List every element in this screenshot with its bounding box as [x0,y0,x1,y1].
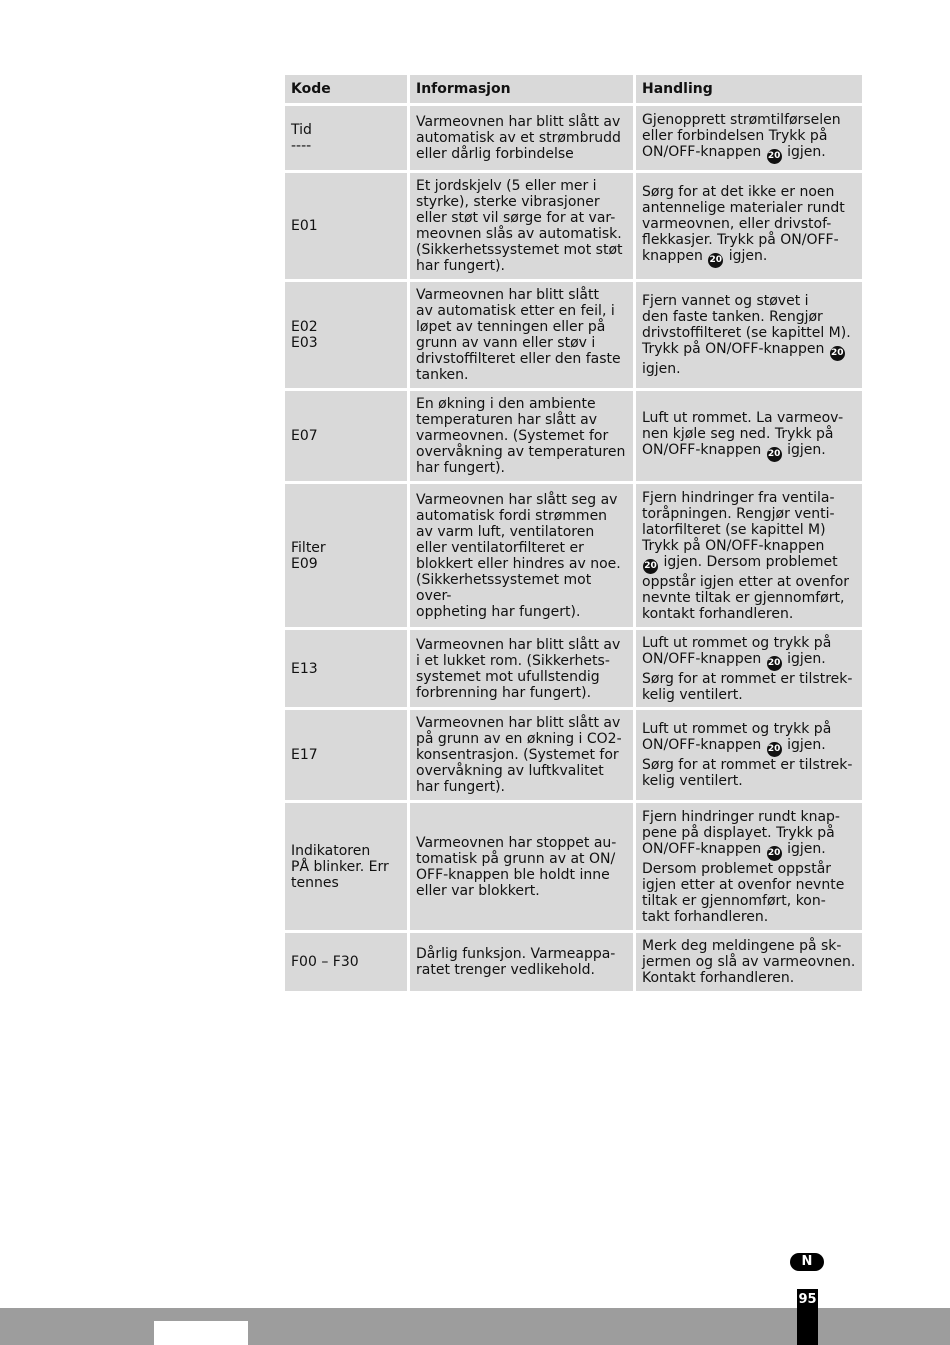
action-text [642,184,845,268]
action-text [642,721,852,789]
table-row [285,106,862,170]
table-header-row [285,75,862,103]
header-info: Informasjon [410,75,633,103]
button-20-icon: 20 [708,253,723,268]
info-text: Varmeovnen har blitt slått av i et lukket rom. (Sikkerhets- systemet mot ufullstendig forbrenning har fungert). [416,636,621,701]
code-text: Indikatoren PÅ blinker. Err tennes [291,842,389,891]
action-text-post: igjen. [724,248,768,264]
action-text-pre: Gjenopprett strømtilførselen eller forbindelsen Trykk på ON/OFF-knappen [642,112,841,160]
table-row [285,282,862,388]
code-text: Tid ---- [291,122,312,154]
language-badge: N [790,1253,824,1271]
footer-blank-box [154,1321,248,1345]
code-cell [285,173,407,279]
code-cell [285,282,407,388]
code-text: E01 [291,218,318,234]
button-20-icon: 20 [767,447,782,462]
code-text: F00 – F30 [291,954,359,970]
code-text: E07 [291,428,318,444]
info-cell [410,282,633,388]
code-cell [285,391,407,481]
info-cell [410,173,633,279]
info-text: Varmeovnen har slått seg av automatisk fordi strømmen av varm luft, ventilatoren eller ventilatorfilteret er blokkert eller hindres av noe. (Sikkerhetssystemet mot over- oppheting har fungert). [416,491,621,620]
button-20-icon: 20 [643,559,658,574]
action-cell [636,391,862,481]
action-text [642,938,855,986]
code-text: Filter E09 [291,539,326,572]
button-20-icon: 20 [767,846,782,861]
action-text-pre: Luft ut rommet og trykk på ON/OFF-knappen [642,721,832,753]
table-row [285,484,862,627]
action-text [642,293,851,377]
info-text: En økning i den ambiente temperaturen har slått av varmeovnen. (Systemet for overvåkning av temperaturen har fungert). [416,396,626,476]
code-cell [285,484,407,627]
info-cell [410,630,633,707]
action-cell [636,106,862,170]
page-number: 95 [798,1292,817,1307]
action-text-pre: Sørg for at det ikke er noen antennelige materialer rundt varmeovnen, eller drivstof- flekkasjer. Trykk på ON/OFF- knappen [642,184,845,264]
header-action: Handling [636,75,862,103]
action-text [642,490,849,622]
info-text: Varmeovnen har blitt slått av på grunn av en økning i CO2- konsentrasjon. (Systemet for overvåkning av luftkvalitet har fungert). [416,715,622,795]
table-row [285,933,862,991]
action-text-pre: Merk deg meldingene på sk- jermen og slå av varmeovnen. Kontakt forhandleren. [642,938,856,986]
action-cell [636,484,862,627]
action-text [642,809,844,925]
action-text-post: igjen. [782,144,826,160]
action-text-post: igjen. Dersom problemet oppstår igjen etter at ovenfor nevnte tiltak er gjennomført, kon- takt forhandleren. [642,840,845,925]
info-cell [410,710,633,800]
action-text-post: igjen. Dersom problemet oppstår igjen etter at ovenfor nevnte tiltak er gjennomført, kontakt forhandleren. [642,553,850,622]
info-text: Varmeovnen har blitt slått av automatisk av et strømbrudd eller dårlig forbindelse [416,114,621,162]
action-text-pre: Luft ut rommet og trykk på ON/OFF-knappen [642,634,832,667]
action-text [642,112,841,164]
code-cell [285,933,407,991]
code-text: E17 [291,747,318,763]
info-text: Dårlig funksjon. Varmeappa- ratet trenger vedlikehold. [416,946,616,978]
info-cell [410,803,633,930]
info-text: Varmeovnen har stoppet au- tomatisk på grunn av at ON/ OFF-knappen ble holdt inne eller var blokkert. [416,834,617,899]
info-cell [410,391,633,481]
code-cell [285,803,407,930]
code-cell [285,106,407,170]
action-cell [636,282,862,388]
action-text-pre: Luft ut rommet. La varmeov- nen kjøle seg ned. Trykk på ON/OFF-knappen [642,410,844,458]
action-cell [636,710,862,800]
action-text-pre: Fjern vannet og støvet i den faste tanken. Rengjør drivstoffilteret (se kapittel M). Trykk på ON/OFF-knappen [642,293,851,357]
action-text [642,635,852,703]
action-text-post: igjen. [782,442,826,458]
action-text-post: igjen. [642,361,681,377]
info-cell [410,484,633,627]
table-row [285,173,862,279]
code-text: E02 E03 [291,319,318,351]
code-cell [285,630,407,707]
table-row [285,630,862,707]
info-cell [410,106,633,170]
action-cell [636,803,862,930]
action-text-pre: Fjern hindringer rundt knap- pene på displayet. Trykk på ON/OFF-knappen [642,808,840,857]
info-text: Et jordskjelv (5 eller mer i styrke), sterke vibrasjoner eller støt vil sørge for at var- meovnen slås av automatisk. (Sikkerhetssystemet mot støt har fungert). [416,178,623,274]
info-cell [410,933,633,991]
button-20-icon: 20 [767,742,782,757]
button-20-icon: 20 [767,149,782,164]
button-20-icon: 20 [830,346,845,361]
action-cell [636,630,862,707]
table-row [285,391,862,481]
error-code-table [285,75,862,994]
header-code: Kode [285,75,407,103]
code-text: E13 [291,660,318,677]
info-text: Varmeovnen har blitt slått av automatisk etter en feil, i løpet av tenningen eller på grunn av vann eller støv i drivstoffilteret eller den faste tanken. [416,287,621,383]
action-text-pre: Fjern hindringer fra ventila- toråpningen. Rengjør venti- latorfilteret (se kapittel M) Trykk på ON/OFF-knappen [642,489,835,554]
action-cell [636,933,862,991]
code-cell [285,710,407,800]
action-cell [636,173,862,279]
button-20-icon: 20 [767,656,782,671]
action-text-post: igjen. Sørg for at rommet er tilstrek- kelig ventilert. [642,737,853,789]
table-row [285,710,862,800]
action-text-post: igjen. Sørg for at rommet er tilstrek- kelig ventilert. [642,650,853,703]
table-row [285,803,862,930]
action-text [642,410,843,462]
